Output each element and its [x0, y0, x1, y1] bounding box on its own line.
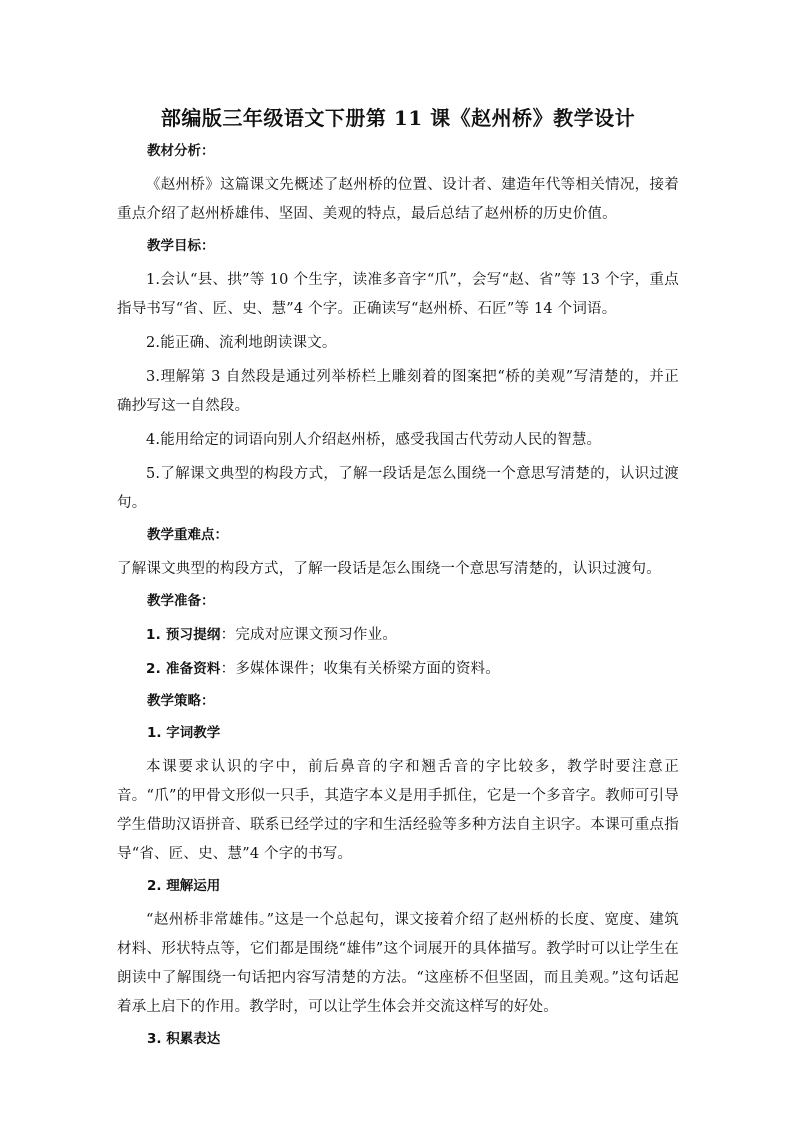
strategy-sub3-heading: 3. 积累表达 [147, 1031, 221, 1047]
objective-item-1: 1.会认“县、拱”等 10 个生字，读准多音字“爪”，会写“赵、省”等 13 个字，重点指导书写“省、匠、史、慧”4 个字。正确读写“赵州桥、石匠”等 14 个词语。 [117, 272, 679, 317]
objective-item-2: 2.能正确、流利地朗读课文。 [146, 335, 337, 351]
preparation-item-1 [117, 621, 679, 650]
objective-item-5: 5.了解课文典型的构段方式，了解一段话是怎么围绕一个意思写清楚的，认识过渡句。 [117, 466, 679, 511]
strategy-sub1-heading: 1. 字词教学 [147, 725, 221, 741]
preparation-item-2 [117, 655, 679, 684]
strategy-heading: 教学策略： [147, 693, 215, 709]
preparation-item-2-text: ：多媒体课件；收集有关桥梁方面的资料。 [220, 661, 500, 677]
key-points-heading: 教学重难点： [147, 527, 228, 543]
material-analysis-heading: 教材分析： [147, 143, 215, 159]
strategy-sub1-text: 本课要求认识的字中，前后鼻音的字和翘舌音的字比较多，教学时要注意正音。“爪”的甲骨文形似一只手，其造字本义是用手抓住，它是一个多音字。教师可引导学生借助汉语拼音、联系已经学过的字和生活经验等多种方法自主识字。本课可重点指导“省、匠、史、慧”4 个字的书写。 [117, 759, 679, 862]
strategy-sub2-heading: 2. 理解运用 [147, 878, 221, 894]
document-body [117, 103, 679, 1059]
objective-item-3: 3.理解第 3 自然段是通过列举桥栏上雕刻着的图案把“桥的美观”写清楚的，并正确抄写这一自然段。 [117, 369, 679, 414]
strategy-sub2-text: “赵州桥非常雄伟。”这是一个总起句，课文接着介绍了赵州桥的长度、宽度、建筑材料、形状特点等，它们都是围绕“雄伟”这个词展开的具体描写。教学时可以让学生在朗读中了解围绕一句话把内容写清楚的方法。“这座桥不但坚固，而且美观。”这句话起着承上启下的作用。教学时，可以让学生体会并交流这样写的好处。 [117, 912, 679, 1015]
document-title: 部编版三年级语文下册第 11 课《赵州桥》教学设计 [160, 106, 636, 130]
material-analysis-text: 《赵州桥》这篇课文先概述了赵州桥的位置、设计者、建造年代等相关情况，接着重点介绍了赵州桥雄伟、坚固、美观的特点，最后总结了赵州桥的历史价值。 [117, 177, 679, 222]
preparation-item-1-text: ：完成对应课文预习作业。 [220, 627, 398, 643]
key-points-text: 了解课文典型的构段方式，了解一段话是怎么围绕一个意思写清楚的，认识过渡句。 [117, 561, 661, 577]
preparation-item-2-label: 2. 准备资料 [146, 661, 221, 677]
objectives-heading: 教学目标： [147, 238, 215, 254]
preparation-heading: 教学准备： [147, 593, 215, 609]
objective-item-4: 4.能用给定的词语向别人介绍赵州桥，感受我国古代劳动人民的智慧。 [146, 432, 602, 448]
preparation-item-1-label: 1. 预习提纲 [146, 627, 221, 643]
